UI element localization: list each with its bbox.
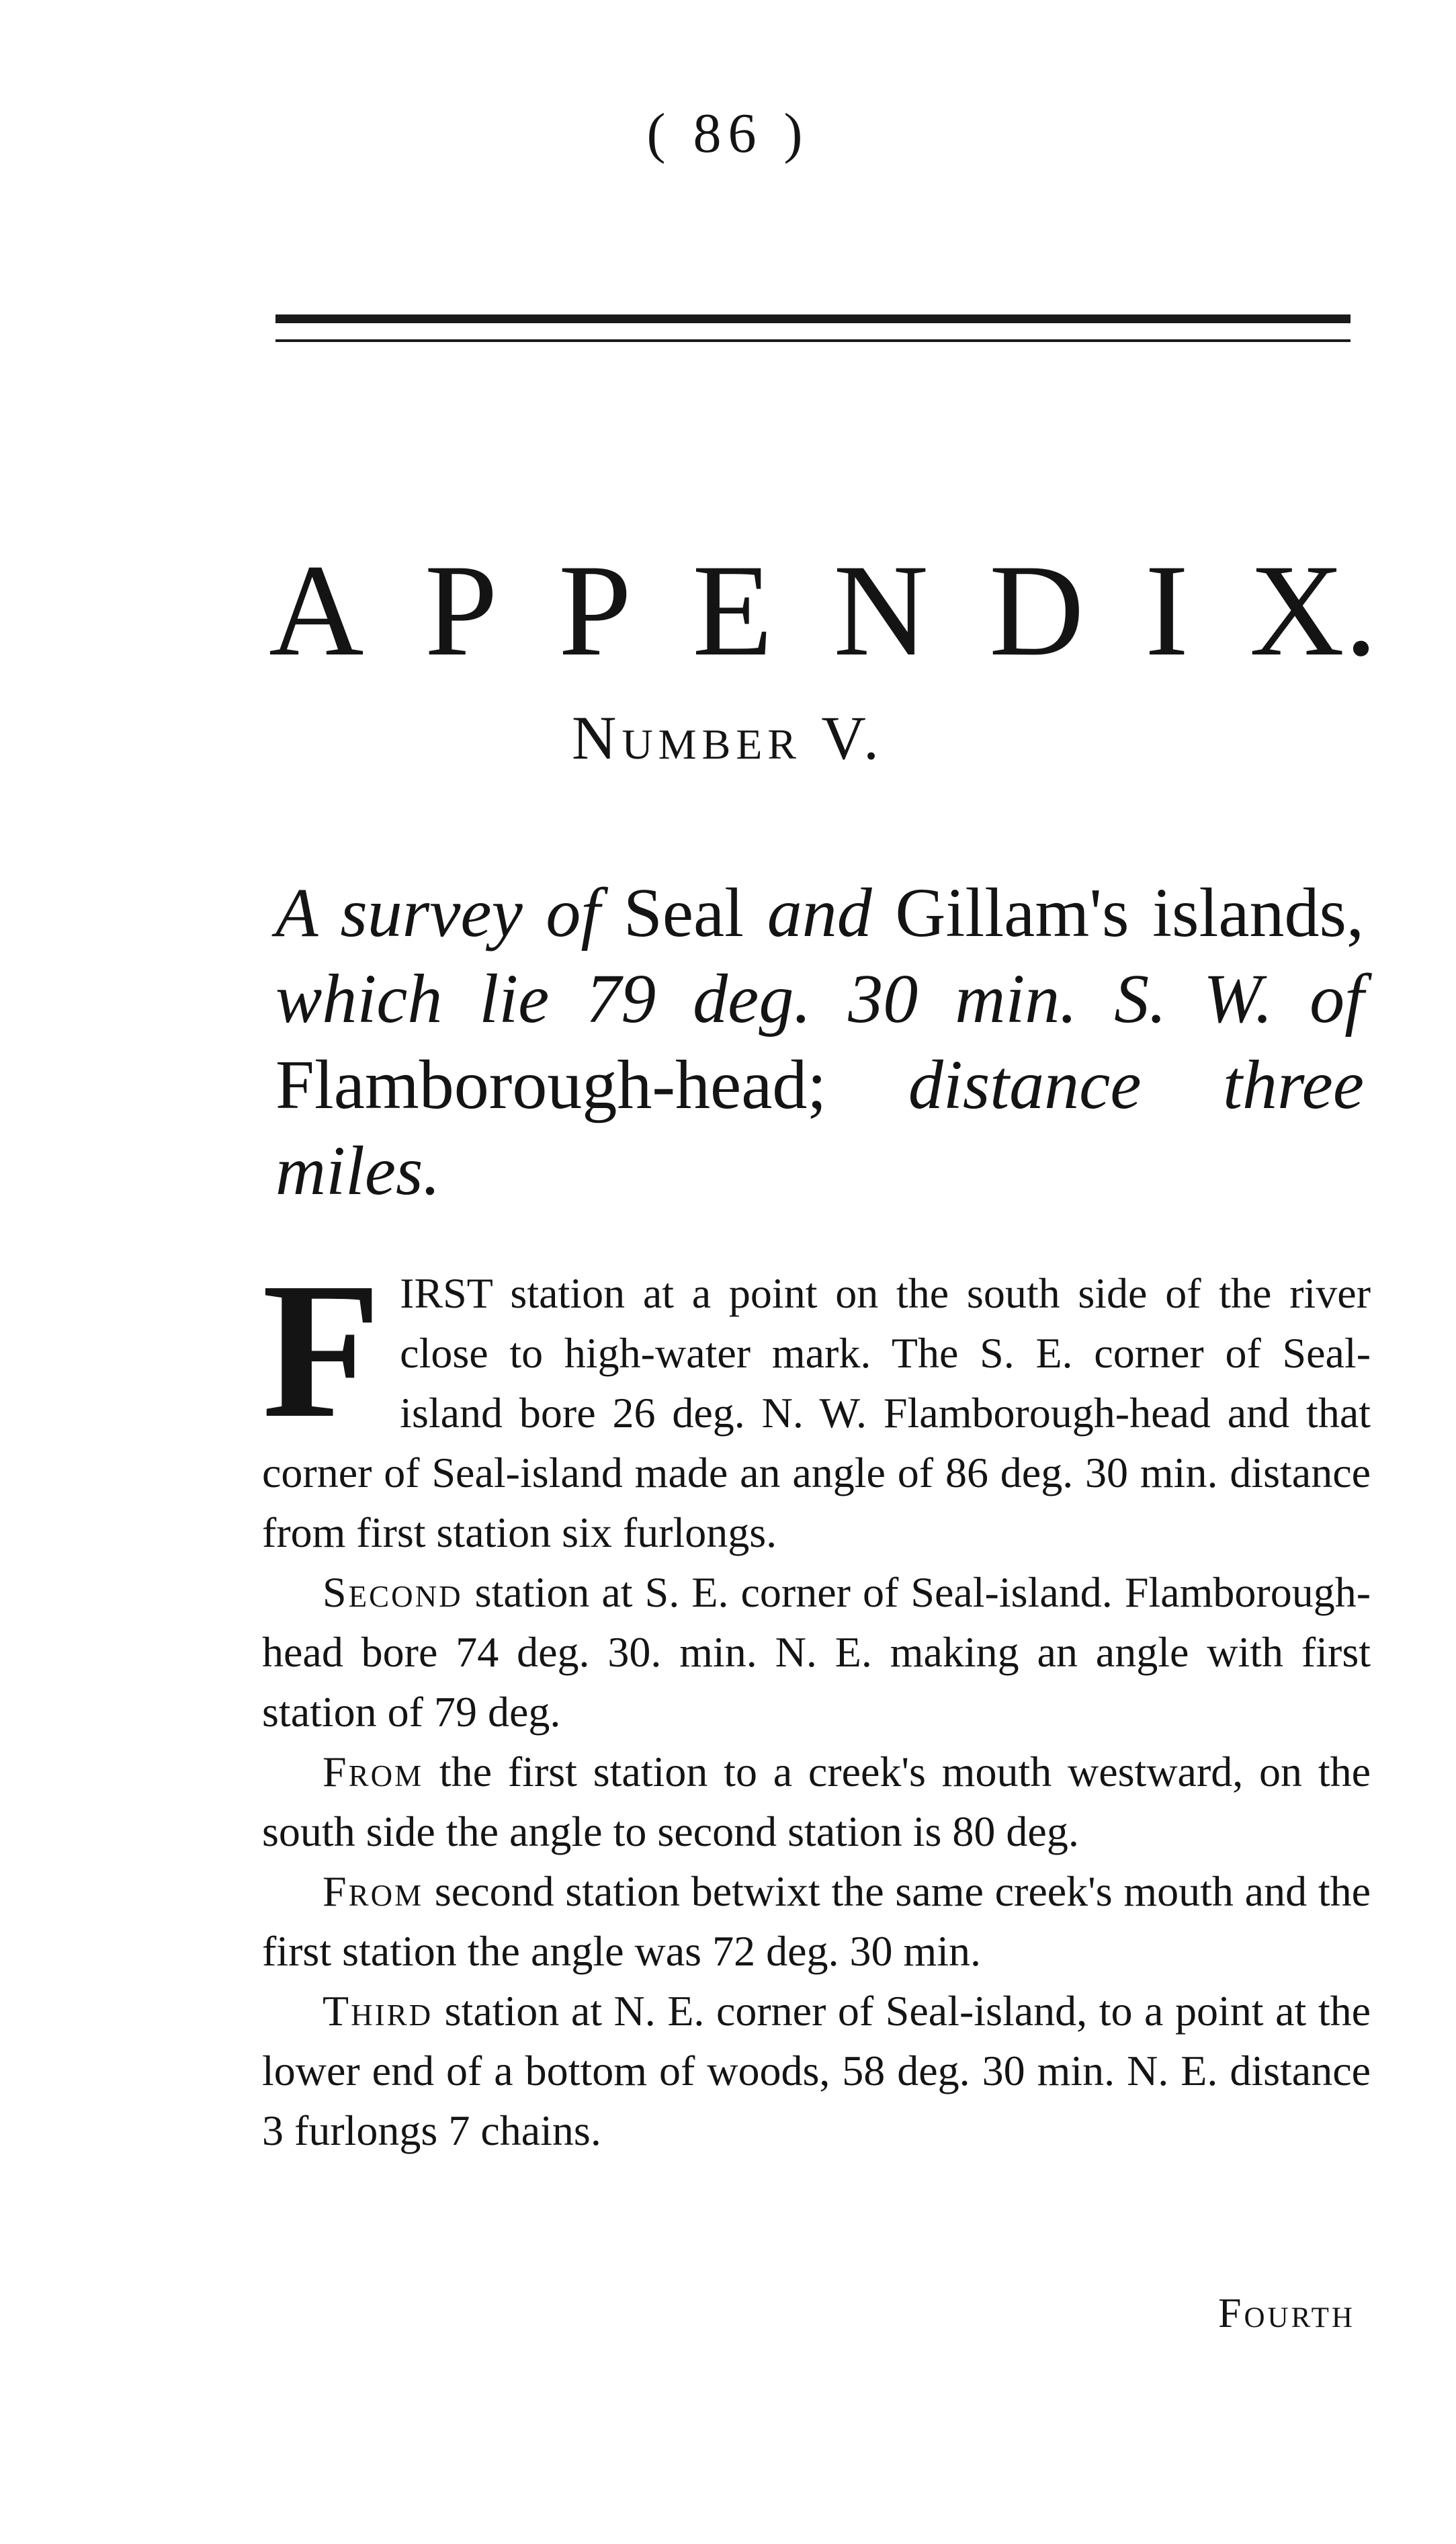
paragraph-first-station (262, 1242, 1371, 1562)
paragraph-lead-word: From (323, 1748, 424, 1795)
paragraph-text: IRST station at a point on the south side of the river close to high-water mark. The S. E. corner of Seal-island bore 26 deg. N. W. Flamborough-head and that corner of Seal-island made an angle of 86 deg. 30 min. distance from first station six furlongs. (262, 1269, 1371, 1556)
survey-title-italic: which lie 79 deg. 30 min. S. W. of (275, 960, 1364, 1037)
header-rule-thick (275, 314, 1351, 323)
appendix-letter: I (1144, 538, 1189, 684)
paragraph-text: station at S. E. corner of Seal-island. Flamborough-head bore 74 deg. 30. min. N. E. making an angle with first station of 79 deg. (262, 1568, 1371, 1736)
survey-title-italic: distance three miles. (275, 1046, 1364, 1210)
survey-title-roman: Flamborough-head; (275, 1046, 908, 1123)
paragraph-second-angle (262, 1861, 1371, 1981)
drop-cap: F (262, 1242, 382, 1458)
paragraph-third-station (262, 1981, 1371, 2160)
paragraph-second-station (262, 1562, 1371, 1742)
paragraph-creek-angle (262, 1742, 1371, 1861)
appendix-letter: D (989, 538, 1084, 684)
body-text (262, 1242, 1371, 2160)
paragraph-text: second station betwixt the same creek's mouth and the first station the angle was 72 deg. 30 min. (262, 1867, 1371, 1975)
paragraph-lead-word: Second (323, 1568, 463, 1616)
survey-title-italic: and (767, 874, 872, 951)
paragraph-text: station at N. E. corner of Seal-island, to a point at the lower end of a bottom of woods, 58 deg. 30 min. N. E. distance 3 furlongs 7 chains. (262, 1987, 1371, 2154)
page-number: ( 86 ) (646, 102, 810, 165)
appendix-title (269, 538, 1377, 684)
survey-title-roman: Seal (600, 874, 767, 951)
survey-title-italic: A survey of (275, 874, 601, 951)
catchword: Fourth (1217, 2291, 1355, 2336)
appendix-letter: X. (1249, 538, 1377, 684)
appendix-letter: N (833, 538, 929, 684)
survey-title (275, 870, 1364, 1214)
appendix-letter: P (424, 538, 498, 684)
paragraph-text: the first station to a creek's mouth westward, on the south side the angle to second station is 80 deg. (262, 1748, 1371, 1855)
appendix-letter: A (269, 538, 364, 684)
paragraph-lead-word: From (323, 1867, 424, 1915)
appendix-letter: E (692, 538, 773, 684)
survey-title-roman: Gillam's islands, (871, 874, 1365, 951)
appendix-letter: P (558, 538, 632, 684)
header-rule-thin (275, 339, 1351, 342)
paragraph-lead-word: Third (323, 1987, 433, 2035)
number-heading: Number V. (572, 704, 884, 772)
